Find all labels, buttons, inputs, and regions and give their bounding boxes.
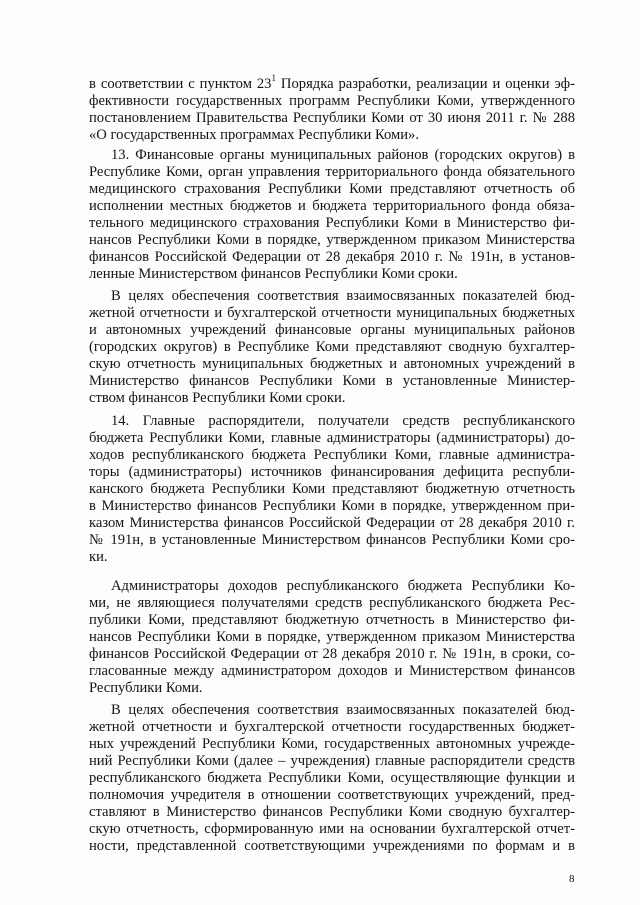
paragraph-line: публики Коми, представляют бюджетную отчетность в Министерство фи- [89,612,575,628]
paragraph-line: фективности государственных программ Республики Коми, утвержденного [89,93,575,109]
paragraph-line: (городских округов) в Республике Коми представляют сводную бухгалтер- [89,339,575,355]
paragraph-line: ставляют в Министерство финансов Республики Коми сводную бухгалтер- [89,804,575,820]
paragraph-line: Министерство финансов Республики Коми в установленные Министер- [89,373,575,389]
paragraph-line: в Министерство финансов Республики Коми в порядке, утвержденном при- [89,498,575,514]
paragraph-line: нансов Республики Коми в порядке, утвержденном приказом Министерства [89,232,575,248]
paragraph-line: ленные Министерством финансов Республики Коми сроки. [89,266,458,282]
paragraph-line: постановлением Правительства Республики Коми от 30 июня 2011 г. № 288 [89,110,575,126]
paragraph-line: скую отчетность, сформированную ими на основании бухгалтерской отчет- [89,821,575,837]
paragraph-line: ми, не являющиеся получателями средств республиканского бюджета Рес- [89,595,575,611]
paragraph-line: ных учреждений Республики Коми, государственных автономных учрежде- [89,736,575,752]
page-number: 8 [569,873,575,885]
paragraph-line: ности, представленной соответствующими учреждениями по формам и в [89,838,575,854]
paragraph-line: и автономных учреждений финансовые органы муниципальных районов [89,322,575,338]
paragraph-line: исполнении местных бюджетов и бюджета территориального фонда обяза- [89,198,575,214]
footnote-superscript: 1 [271,73,276,84]
paragraph-line: 14. Главные распорядители, получатели средств республиканского [111,413,575,429]
paragraph-line: № 191н, в установленные Министерством финансов Республики Коми сро- [89,532,575,548]
paragraph-line: «О государственных программах Республики Коми». [89,127,419,143]
paragraph-line: канского бюджета Республики Коми представляют бюджетную отчетность [89,481,575,497]
paragraph-line: казом Министерства финансов Российской Федерации от 28 декабря 2010 г. [89,515,575,531]
paragraph-line: тельного медицинского страхования Республики Коми в Министерство фи- [89,215,575,231]
paragraph-line: ходов республиканского бюджета Республики Коми, главные администра- [89,447,575,463]
paragraph-line: Администраторы доходов республиканского бюджета Республики Ко- [111,578,575,594]
paragraph-line: в соответствии с пунктом $23^1$ Порядка разработки, реализации и оценки эф- [89,73,575,92]
paragraph-line: ством финансов Республики Коми сроки. [89,390,346,406]
paragraph-line: торы (администраторы) источников финансирования дефицита республи- [89,464,575,480]
paragraph-line: В целях обеспечения соответствия взаимосвязанных показателей бюд- [111,288,575,304]
paragraph-line: жетной отчетности и бухгалтерской отчетности государственных бюджет- [89,719,575,735]
paragraph-line: Республики Коми. [89,680,203,696]
paragraph-line: нансов Республики Коми в порядке, утвержденном приказом Министерства [89,629,575,645]
paragraph-line: полномочия учредителя в отношении соответствующих учреждений, пред- [89,787,575,803]
paragraph-line: гласованные между администратором доходов и Министерством финансов [89,663,575,679]
paragraph-line: финансов Российской Федерации от 28 декабря 2010 г. № 191н, в сроки, со- [89,646,575,662]
paragraph-line: бюджета Республики Коми, главные администраторы (администраторы) до- [89,430,575,446]
paragraph-line: ний Республики Коми (далее – учреждения) главные распорядители средств [89,753,575,769]
paragraph-line: жетной отчетности и бухгалтерской отчетности муниципальных бюджетных [89,305,575,321]
paragraph-line: В целях обеспечения соответствия взаимосвязанных показателей бюд- [111,702,575,718]
paragraph-line: 13. Финансовые органы муниципальных районов (городских округов) в [111,147,575,163]
paragraph-line: Республике Коми, орган управления территориального фонда обязательного [89,164,575,180]
paragraph-line: скую отчетность муниципальных бюджетных и автономных учреждений в [89,356,575,372]
paragraph-line: ки. [89,549,108,565]
paragraph-line: медицинского страхования Республики Коми представляют отчетность об [89,181,575,197]
paragraph-line: республиканского бюджета Республики Коми, осуществляющие функции и [89,770,575,786]
paragraph-line: финансов Российской Федерации от 28 декабря 2010 г. № 191н, в установ- [89,249,575,265]
